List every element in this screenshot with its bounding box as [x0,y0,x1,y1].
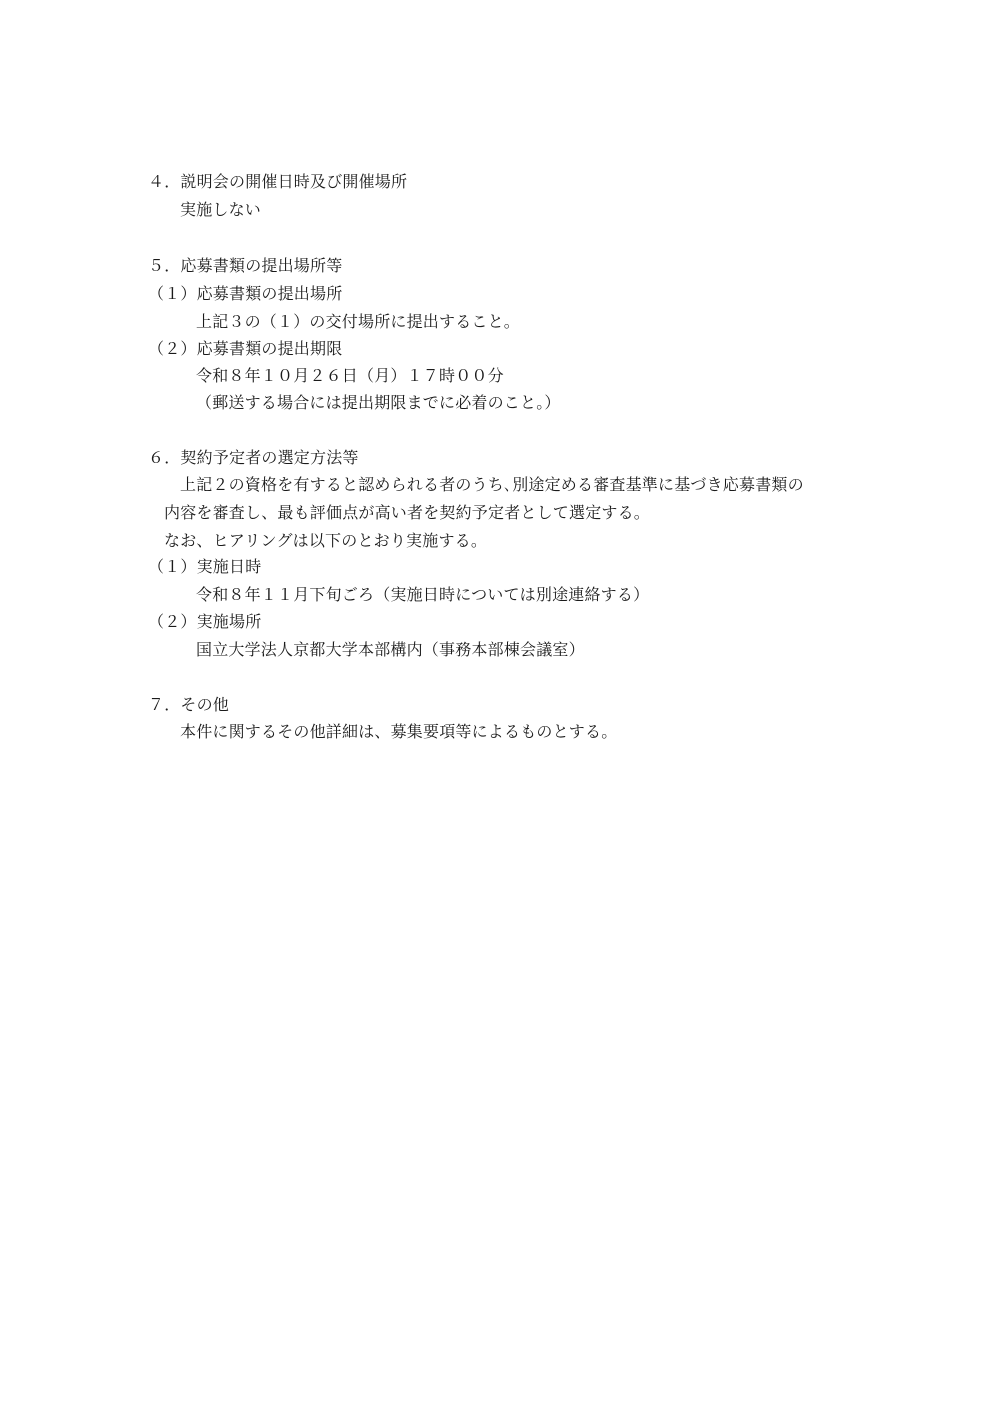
section-5-sub1-label: （１）応募書類の提出場所 [148,284,343,303]
section-6-para1-line2: 内容を審査し、最も評価点が高い者を契約予定者として選定する。 [164,503,651,522]
section-6-sub2-label: （２）実施場所 [148,612,262,631]
section-5-deadline-note: （郵送する場合には提出期限までに必着のこと。） [196,393,561,412]
section-7-heading: ７．その他 [148,695,230,714]
section-5-sub2-label: （２）応募書類の提出期限 [148,339,343,358]
section-6-sub1-label: （１）実施日時 [148,557,262,576]
section-5-deadline: 令和８年１０月２６日（月）１７時００分 [196,366,504,385]
section-6-heading: ６．契約予定者の選定方法等 [148,448,359,467]
section-5-sub1-text: 上記３の（１）の交付場所に提出すること。 [196,312,521,331]
section-6-para1-line1: 上記２の資格を有すると認められる者のうち､別途定める審査基準に基づき応募書類の [180,475,804,494]
section-7-body: 本件に関するその他詳細は、募集要項等によるものとする。 [180,722,618,741]
section-4-heading: ４．説明会の開催日時及び開催場所 [148,172,408,191]
section-6-sub1-text: 令和８年１１月下旬ごろ（実施日時については別途連絡する） [196,585,650,604]
section-5-heading: ５．応募書類の提出場所等 [148,256,343,275]
section-6-sub2-text: 国立大学法人京都大学本部構内（事務本部棟会議室） [196,640,585,659]
section-4-body: 実施しない [180,200,262,219]
section-6-para2: なお、ヒアリングは以下のとおり実施する。 [164,531,488,550]
